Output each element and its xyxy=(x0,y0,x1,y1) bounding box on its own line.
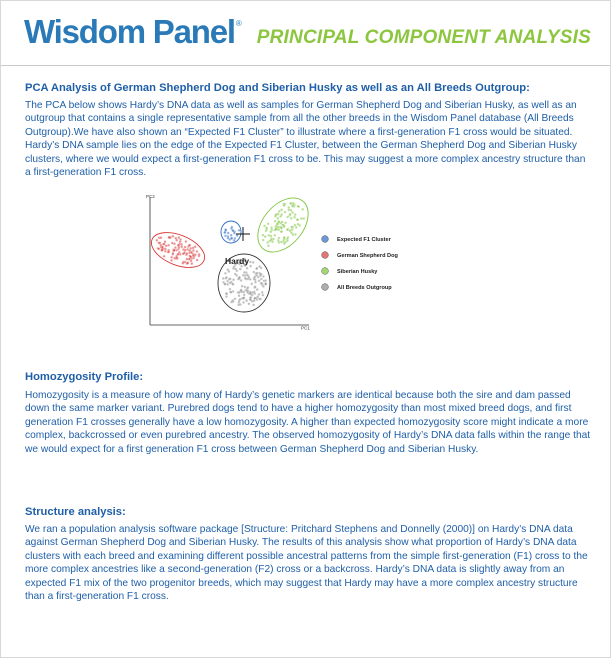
data-point xyxy=(262,239,265,242)
data-point xyxy=(297,223,300,226)
data-point xyxy=(301,208,304,211)
data-point xyxy=(198,253,201,256)
data-point xyxy=(180,246,183,249)
data-point xyxy=(232,283,235,286)
data-point xyxy=(277,213,280,216)
data-point xyxy=(191,262,194,265)
data-point xyxy=(275,228,278,231)
data-point xyxy=(260,278,263,281)
data-point xyxy=(259,274,262,277)
data-point xyxy=(263,225,266,228)
data-point xyxy=(233,239,236,242)
cluster-points xyxy=(146,193,318,312)
legend-label: All Breeds Outgroup xyxy=(337,285,392,291)
page-title: PRINCIPAL COMPONENT ANALYSIS xyxy=(256,27,591,48)
data-point xyxy=(177,253,180,256)
data-point xyxy=(240,289,243,292)
homozygosity-body: Homozygosity is a measure of how many of Hardy’s genetic markers are identical because both the sire and dam passed down the same marker variant. Purebred dogs tend to have a higher homozygosity than most mixed breed dogs, and first generation F1 crosses generally have a low homozygosity. A higher than expected homozygosity score might indicate a more complex, backcrossed or even purebred ancestry. The observed homozygosity of Hardy’s DNA data falls within the range that we would expect for a first generation F1 cross between German Shepherd Dog and Siberian Husky. xyxy=(25,390,591,455)
data-point xyxy=(289,213,292,216)
data-point xyxy=(274,234,277,237)
data-point xyxy=(189,244,192,247)
pca-chart xyxy=(141,193,431,331)
legend-label: German Shepherd Dog xyxy=(337,253,398,259)
data-point xyxy=(254,286,257,289)
data-point xyxy=(242,297,245,300)
data-point xyxy=(258,265,261,268)
data-point xyxy=(283,236,286,239)
data-point xyxy=(278,237,281,240)
legend-item xyxy=(322,252,399,259)
data-point xyxy=(278,241,281,244)
data-point xyxy=(175,239,178,242)
data-point xyxy=(260,282,263,285)
data-point xyxy=(192,247,195,250)
data-point xyxy=(172,252,175,255)
data-point xyxy=(280,227,283,230)
data-point xyxy=(255,268,258,271)
data-point xyxy=(265,227,268,230)
data-point xyxy=(227,232,230,235)
data-point xyxy=(294,233,297,236)
data-point xyxy=(296,218,299,221)
data-point xyxy=(224,283,227,286)
data-point xyxy=(227,235,230,238)
data-point xyxy=(223,231,226,234)
legend-swatch xyxy=(322,284,329,291)
legend-item xyxy=(322,268,379,275)
data-point xyxy=(182,262,185,265)
data-point xyxy=(241,285,244,288)
data-point xyxy=(232,278,235,281)
data-point xyxy=(264,283,267,286)
data-point xyxy=(239,298,242,301)
data-point xyxy=(277,217,280,220)
data-point xyxy=(177,244,180,247)
data-point xyxy=(287,206,290,209)
data-point xyxy=(246,267,249,270)
data-point xyxy=(171,242,174,245)
data-point xyxy=(191,252,194,255)
data-point xyxy=(264,235,267,238)
homozygosity-heading: Homozygosity Profile: xyxy=(25,371,144,383)
data-point xyxy=(173,249,176,252)
legend-label: Expected F1 Cluster xyxy=(337,237,391,243)
data-point xyxy=(258,298,261,301)
pca-body: The PCA below shows Hardy’s DNA data as well as samples for German Shepherd Dog and Siberian Husky, as well as an outgroup that contains a single representative sample from all the other breeds in the Wisdom Panel database (All Breeds Outgroup).We have also shown an “Expected F1 Cluster” to illustrate where a first-generation F1 cross would be situated. Hardy’s DNA sample lies on the edge of the Expected F1 Cluster, between the German Shepherd Dog and Siberian Husky clusters, where we would expect a first-generation F1 cross to be. This may suggest a more complex ancestry structure than a first-generation F1 cross. xyxy=(25,100,586,179)
data-point xyxy=(161,249,164,252)
data-point xyxy=(267,244,270,247)
legend-label: Siberian Husky xyxy=(337,269,378,275)
data-point xyxy=(265,229,268,232)
data-point xyxy=(172,235,175,238)
structure-heading: Structure analysis: xyxy=(25,506,126,518)
data-point xyxy=(249,278,252,281)
data-point xyxy=(249,298,252,301)
data-point xyxy=(254,297,257,300)
data-point xyxy=(160,236,163,239)
data-point xyxy=(161,246,164,249)
data-point xyxy=(249,261,252,264)
data-point xyxy=(297,205,300,208)
data-point xyxy=(253,300,256,303)
data-point xyxy=(284,222,287,225)
data-point xyxy=(246,291,249,294)
data-point xyxy=(188,249,191,252)
data-point xyxy=(291,205,294,208)
data-point xyxy=(278,221,281,224)
data-point xyxy=(230,227,233,230)
data-point xyxy=(167,244,170,247)
x-axis-label: PC1 xyxy=(301,325,310,331)
data-point xyxy=(253,292,256,295)
data-point xyxy=(286,228,289,231)
data-point xyxy=(168,251,171,254)
legend-swatch xyxy=(322,236,329,243)
data-point xyxy=(244,286,247,289)
data-point xyxy=(158,242,161,245)
data-point xyxy=(182,253,185,256)
structure-body: We ran a population analysis software package [Structure: Pritchard Stephens and Donnelly (2000)] on Hardy’s DNA data against German Shepherd Dog and Siberian Husky. The results of this analysis show what proportion of Hardy’s DNA data clusters with each breed and examining different possible ancestral patterns from the simple first-generation (F1) cross to the more complex ancestries like a second-generation (F2) cross or a backcross. Hardy’s DNA data is slightly away from an expected F1 mix of the two progenitor breeds, which may suggest that Hardy may have a more complex ancestry structure than a first-generation F1 cross. xyxy=(25,524,588,603)
data-point xyxy=(289,202,292,205)
data-point xyxy=(186,258,189,261)
data-point xyxy=(174,246,177,249)
data-point xyxy=(270,235,273,238)
data-point xyxy=(270,226,273,229)
data-point xyxy=(248,303,251,306)
data-point xyxy=(238,276,241,279)
data-point xyxy=(170,259,173,262)
data-point xyxy=(234,268,237,271)
data-point xyxy=(291,211,294,214)
data-point xyxy=(230,291,233,294)
data-point xyxy=(163,255,166,258)
data-point xyxy=(242,301,245,304)
data-point xyxy=(283,242,286,245)
data-point xyxy=(190,256,193,259)
data-point xyxy=(274,215,277,218)
data-point xyxy=(236,234,239,237)
data-point xyxy=(261,291,264,294)
data-point xyxy=(262,275,265,278)
data-point xyxy=(284,211,287,214)
data-point xyxy=(247,286,250,289)
data-point xyxy=(290,217,293,220)
data-point xyxy=(237,304,240,307)
pca-heading: PCA Analysis of German Shepherd Dog and Siberian Husky as well as an All Breeds Outgroup: xyxy=(25,82,530,94)
data-point xyxy=(278,210,281,213)
data-point xyxy=(281,221,284,224)
data-point xyxy=(222,277,225,280)
data-point xyxy=(295,226,298,229)
data-point xyxy=(242,291,245,294)
data-point xyxy=(283,225,286,228)
data-point xyxy=(234,273,237,276)
data-point xyxy=(243,294,246,297)
data-point xyxy=(185,240,188,243)
data-point xyxy=(164,248,167,251)
data-point xyxy=(225,292,228,295)
data-point xyxy=(229,278,232,281)
data-point xyxy=(303,217,306,220)
data-point xyxy=(292,202,295,205)
data-point xyxy=(230,301,233,304)
data-point xyxy=(224,272,227,275)
data-point xyxy=(165,245,168,248)
data-point xyxy=(186,252,189,255)
wisdom-panel-logo xyxy=(24,13,242,53)
data-point xyxy=(280,209,283,212)
data-point xyxy=(238,229,241,232)
data-point xyxy=(278,228,281,231)
data-point xyxy=(156,239,159,242)
data-point xyxy=(274,220,277,223)
data-point xyxy=(168,236,171,239)
data-point xyxy=(258,280,261,283)
data-point xyxy=(256,272,259,275)
data-point xyxy=(269,231,272,234)
data-point xyxy=(196,250,199,253)
data-point xyxy=(256,288,259,291)
data-point xyxy=(280,230,283,233)
data-point xyxy=(227,268,230,271)
data-point xyxy=(290,226,293,229)
page-header xyxy=(1,1,610,69)
data-point xyxy=(184,249,187,252)
data-point xyxy=(243,271,246,274)
data-point xyxy=(290,209,293,212)
legend-item xyxy=(322,284,393,291)
data-point xyxy=(252,261,255,264)
data-point xyxy=(192,249,195,252)
data-point xyxy=(232,230,235,233)
data-point xyxy=(292,233,295,236)
data-point xyxy=(289,230,292,233)
data-point xyxy=(300,217,303,220)
data-point xyxy=(170,256,173,259)
data-point xyxy=(230,234,233,237)
data-point xyxy=(249,265,252,268)
cluster-siberian-husky xyxy=(248,193,318,262)
data-point xyxy=(262,285,265,288)
data-point xyxy=(158,248,161,251)
data-point xyxy=(224,235,227,238)
data-point xyxy=(196,259,199,262)
data-point xyxy=(240,279,243,282)
data-point xyxy=(258,293,261,296)
data-point xyxy=(184,246,187,249)
data-point xyxy=(238,291,241,294)
data-point xyxy=(267,223,270,226)
data-point xyxy=(256,295,259,298)
logo-text: Wisdom Panel xyxy=(24,13,235,50)
data-point xyxy=(283,204,286,207)
data-point xyxy=(254,281,257,284)
data-point xyxy=(178,236,181,239)
data-point xyxy=(269,240,272,243)
data-point xyxy=(249,292,252,295)
data-point xyxy=(264,279,267,282)
legend-item xyxy=(322,236,392,243)
data-point xyxy=(239,268,242,271)
data-point xyxy=(175,256,178,259)
logo-registered-mark: ® xyxy=(235,19,242,28)
data-point xyxy=(225,295,228,298)
data-point xyxy=(238,294,241,297)
data-point xyxy=(194,253,197,256)
pca-scatter-svg xyxy=(141,193,431,331)
data-point xyxy=(280,241,283,244)
header-divider xyxy=(1,65,610,66)
hardy-label: Hardy xyxy=(225,256,250,266)
hardy-marker xyxy=(236,227,250,241)
data-point xyxy=(294,213,297,216)
data-point xyxy=(262,234,265,237)
data-point xyxy=(252,304,255,307)
data-point xyxy=(229,282,232,285)
data-point xyxy=(164,240,167,243)
data-point xyxy=(244,274,247,277)
data-point xyxy=(262,294,265,297)
data-point xyxy=(186,262,189,265)
cluster-german-shepherd-dog xyxy=(146,226,209,275)
data-point xyxy=(226,283,229,286)
data-point xyxy=(293,216,296,219)
legend-swatch xyxy=(322,268,329,275)
data-point xyxy=(229,288,232,291)
data-point xyxy=(279,215,282,218)
legend-swatch xyxy=(322,252,329,259)
y-axis-label: PC2 xyxy=(146,194,155,199)
chart-legend xyxy=(322,236,399,291)
data-point xyxy=(230,237,233,240)
data-point xyxy=(225,229,228,232)
cluster-expected-f1-cluster xyxy=(221,221,241,243)
data-point xyxy=(251,283,254,286)
data-point xyxy=(226,280,229,283)
data-point xyxy=(245,299,248,302)
data-point xyxy=(234,298,237,301)
data-point xyxy=(225,276,228,279)
